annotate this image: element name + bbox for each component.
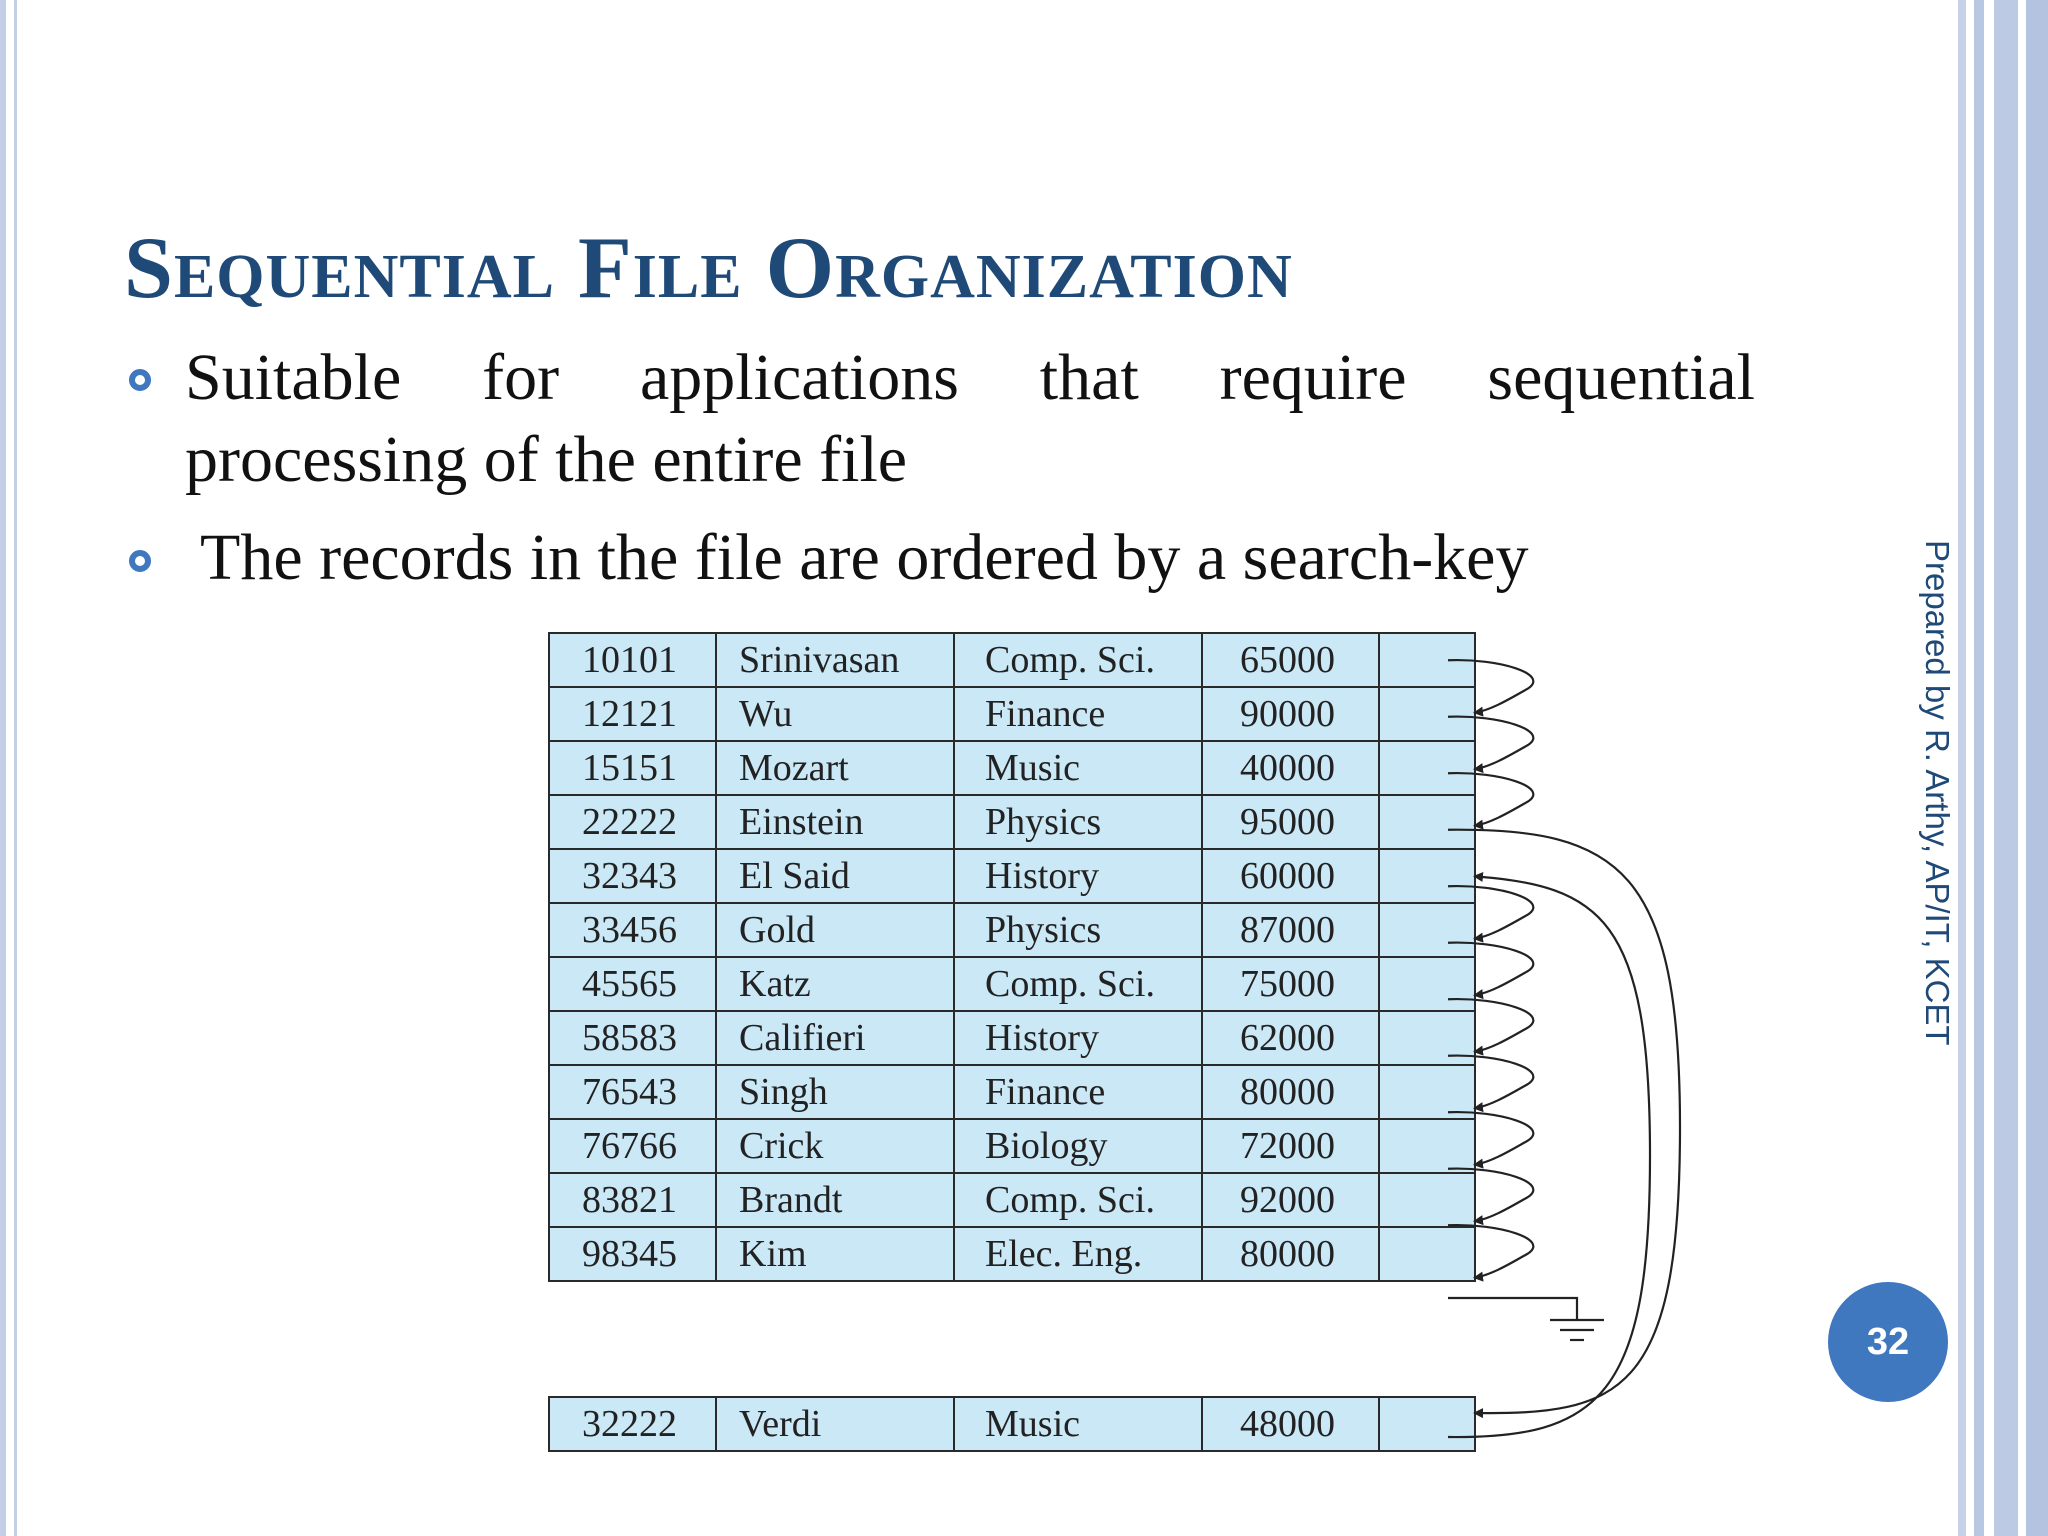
id-cell: 45565 (549, 957, 716, 1011)
salary-cell: 72000 (1202, 1119, 1379, 1173)
id-cell: 98345 (549, 1227, 716, 1281)
name-cell: Srinivasan (716, 633, 954, 687)
overflow-next-arrow (1448, 876, 1650, 1437)
salary-cell: 48000 (1202, 1397, 1379, 1451)
next-record-arrow (1448, 717, 1533, 770)
name-cell: Califieri (716, 1011, 954, 1065)
dept-cell: Physics (954, 795, 1202, 849)
id-cell: 76543 (549, 1065, 716, 1119)
next-record-arrow (1448, 1056, 1533, 1109)
id-cell: 32343 (549, 849, 716, 903)
next-record-arrow (1448, 886, 1533, 939)
salary-cell: 87000 (1202, 903, 1379, 957)
id-cell: 15151 (549, 741, 716, 795)
id-cell: 10101 (549, 633, 716, 687)
salary-cell: 80000 (1202, 1227, 1379, 1281)
dept-cell: Music (954, 741, 1202, 795)
name-cell: Wu (716, 687, 954, 741)
id-cell: 12121 (549, 687, 716, 741)
name-cell: Crick (716, 1119, 954, 1173)
dept-cell: Comp. Sci. (954, 633, 1202, 687)
dept-cell: Elec. Eng. (954, 1227, 1202, 1281)
name-cell: El Said (716, 849, 954, 903)
name-cell: Verdi (716, 1397, 954, 1451)
dept-cell: Finance (954, 1065, 1202, 1119)
next-record-arrow (1448, 1112, 1533, 1165)
name-cell: Gold (716, 903, 954, 957)
salary-cell: 80000 (1202, 1065, 1379, 1119)
name-cell: Katz (716, 957, 954, 1011)
next-record-arrow (1448, 660, 1533, 713)
name-cell: Kim (716, 1227, 954, 1281)
salary-cell: 62000 (1202, 1011, 1379, 1065)
id-cell: 22222 (549, 795, 716, 849)
id-cell: 83821 (549, 1173, 716, 1227)
next-record-arrow (1448, 773, 1533, 826)
bullet-1-line-2: processing of the entire file (185, 423, 908, 496)
bullet-2-text: The records in the file are ordered by a search-key (200, 521, 1529, 594)
next-record-arrow (1448, 1169, 1533, 1222)
slide-title: Sequential File Organization (124, 220, 1293, 317)
salary-cell: 60000 (1202, 849, 1379, 903)
id-cell: 32222 (549, 1397, 716, 1451)
id-cell: 58583 (549, 1011, 716, 1065)
next-record-arrow (1448, 943, 1533, 996)
salary-cell: 95000 (1202, 795, 1379, 849)
dept-cell: Music (954, 1397, 1202, 1451)
name-cell: Brandt (716, 1173, 954, 1227)
insert-pointer-arrow (1448, 830, 1680, 1413)
bullet-1-line-1: Suitable for applications that require sequential (185, 341, 1755, 414)
name-cell: Singh (716, 1065, 954, 1119)
ground-symbol-icon (1448, 1298, 1604, 1340)
dept-cell: Physics (954, 903, 1202, 957)
dept-cell: Comp. Sci. (954, 957, 1202, 1011)
salary-cell: 65000 (1202, 633, 1379, 687)
name-cell: Einstein (716, 795, 954, 849)
next-record-arrow (1448, 999, 1533, 1052)
salary-cell: 92000 (1202, 1173, 1379, 1227)
page-number-badge: 32 (1828, 1282, 1948, 1402)
dept-cell: Finance (954, 687, 1202, 741)
dept-cell: Comp. Sci. (954, 1173, 1202, 1227)
salary-cell: 75000 (1202, 957, 1379, 1011)
dept-cell: History (954, 1011, 1202, 1065)
dept-cell: History (954, 849, 1202, 903)
next-record-arrow (1448, 1225, 1533, 1278)
dept-cell: Biology (954, 1119, 1202, 1173)
id-cell: 33456 (549, 903, 716, 957)
name-cell: Mozart (716, 741, 954, 795)
id-cell: 76766 (549, 1119, 716, 1173)
salary-cell: 90000 (1202, 687, 1379, 741)
author-credit: Prepared by R. Arthy, AP/IT, KCET (1919, 540, 1956, 1046)
salary-cell: 40000 (1202, 741, 1379, 795)
